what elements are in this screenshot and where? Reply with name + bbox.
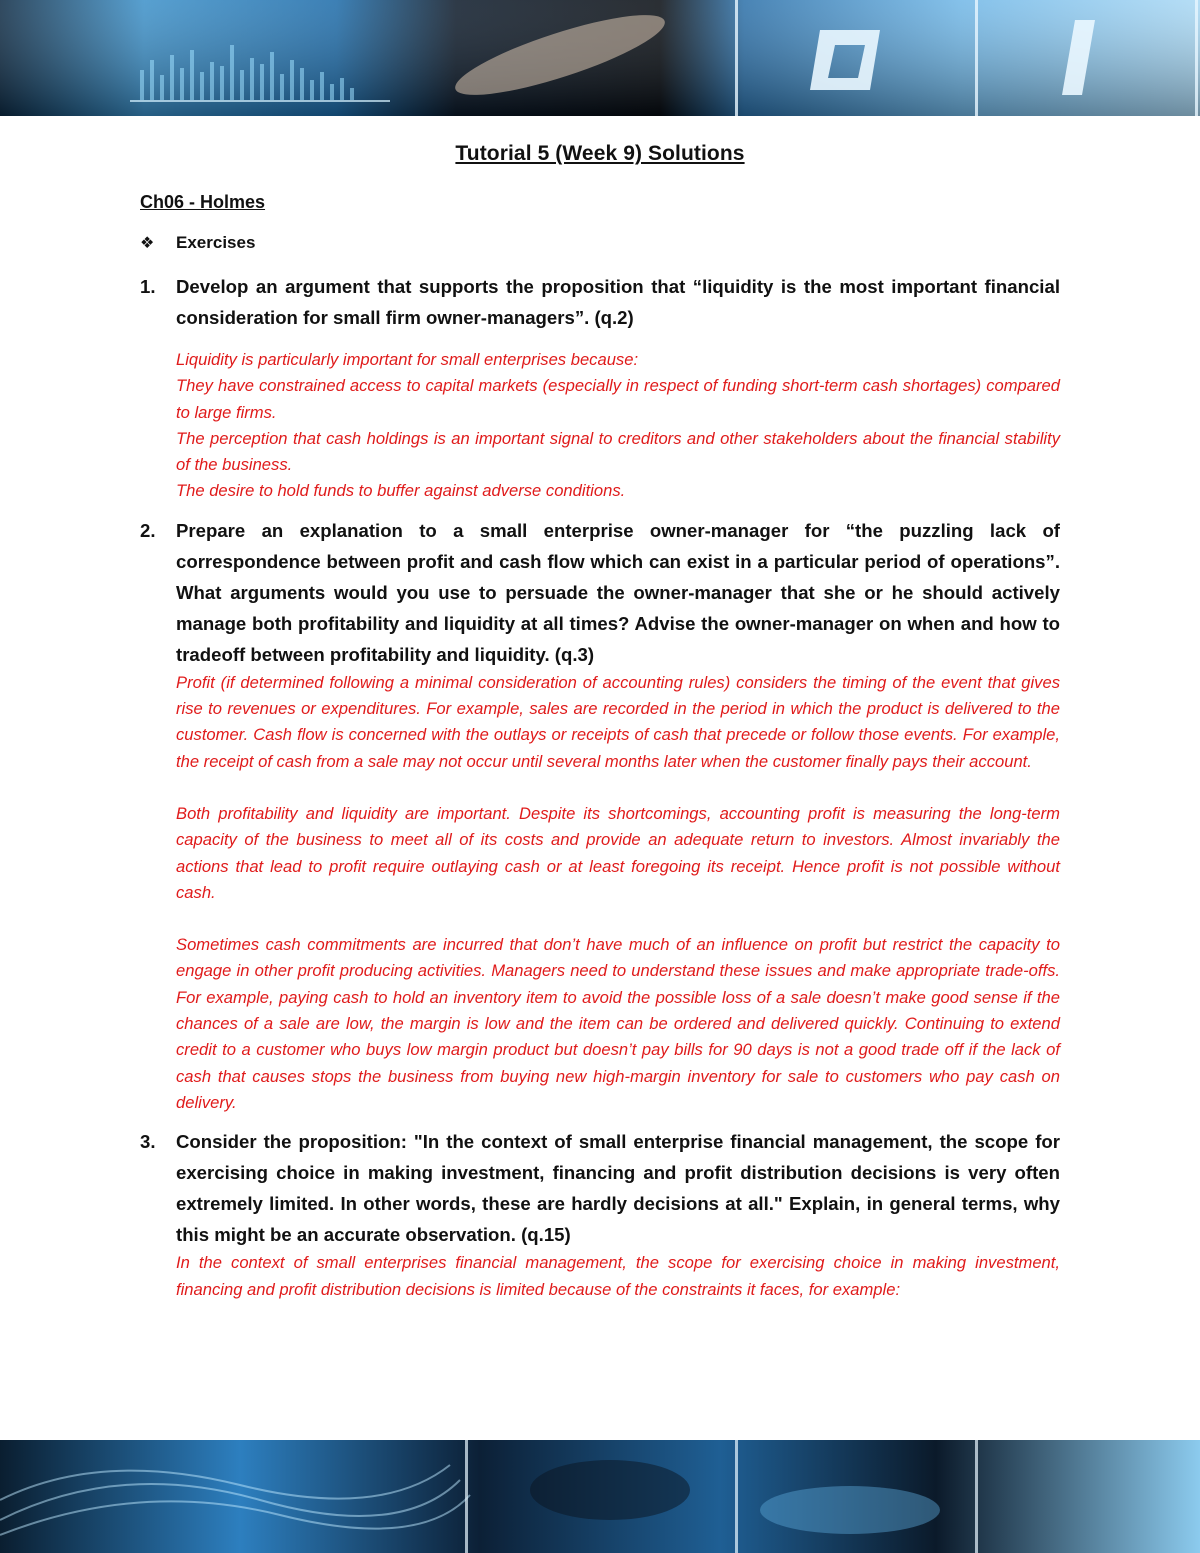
question-number: 1. [140, 276, 156, 297]
section-label: Exercises [176, 233, 256, 252]
answer-1 [176, 347, 1060, 505]
answer-line: The perception that cash holdings is an important signal to creditors and other stakeholders about the financial stability of the business. [176, 428, 1060, 475]
answer-3 [176, 1250, 1060, 1303]
header-banner-graphic [0, 0, 1200, 116]
question-2 [140, 515, 1060, 670]
footer-banner-graphic [0, 1440, 1200, 1553]
diamond-bullet-icon: ❖ [140, 235, 155, 252]
question-text: Consider the proposition: "In the context of small enterprise financial management, the scope for exercising choice in making investment, financing and profit distribution decisions is very often extremely limited. In other words, these are hardly decisions at all." Explain, in general terms, why this might be an accurate observation. (q.15) [176, 1131, 1060, 1246]
question-text: Develop an argument that supports the proposition that “liquidity is the most important financial consideration for small firm owner-managers”. (q.2) [176, 276, 1060, 328]
question-number: 2. [140, 519, 156, 541]
answer-line: Liquidity is particularly important for small enterprises because: [176, 350, 639, 369]
answer-paragraph: Profit (if determined following a minimal consideration of accounting rules) considers the timing of the event that gives rise to revenues or expenditures. For example, sales are recorded in the period in which the product is delivered to the customer. Cash flow is concerned with the outlays or receipts of cash that precede or follow those events. For example, the receipt of cash from a sale may not occur until several months later when the customer finally pays their account. [176, 672, 1060, 771]
answer-line: The desire to hold funds to buffer against adverse conditions. [176, 481, 626, 501]
footer-banner [0, 1440, 1200, 1553]
question-1 [140, 271, 1060, 333]
question-number: 3. [140, 1131, 156, 1153]
document-body [140, 142, 1060, 1303]
answer-line: They have constrained access to capital markets (especially in respect of funding short-term cash shortages) compared to large firms. [176, 376, 1060, 422]
answer-2 [176, 670, 1060, 1116]
question-3 [140, 1126, 1060, 1250]
answer-paragraph: In the context of small enterprises financial management, the scope for exercising choice in making investment, financing and profit distribution decisions is limited because of the constraints it faces, for example: [176, 1253, 1060, 1299]
question-text: Prepare an explanation to a small enterprise owner-manager for “the puzzling lack of correspondence between profit and cash flow which can exist in a particular period of operations”. What arguments would you use to persuade the owner-manager that she or he should actively manage both profitability and liquidity at all times? Advise the owner-manager on when and how to tradeoff between profitability and liquidity. (q.3) [176, 519, 1060, 665]
chapter-heading: Ch06 - Holmes [140, 192, 266, 212]
answer-paragraph: Sometimes cash commitments are incurred that don’t have much of an influence on profit but restrict the capacity to engage in other profit producing activities. Managers need to understand these issues and make appropriate trade-offs. For example, paying cash to hold an inventory item to avoid the possible loss of a sale doesn’t make good sense if the chances of a sale are low, the margin is low and the item can be ordered and delivered quickly. Continuing to extend credit to a customer who buys low margin product but doesn’t pay bills for 90 days is not a good trade off if the lack of cash that causes stops the business from buying new high-margin inventory for sale to customers who pay cash on delivery. [176, 935, 1060, 1112]
page-title: Tutorial 5 (Week 9) Solutions [455, 142, 745, 165]
section-heading [140, 233, 1060, 253]
header-banner [0, 0, 1200, 116]
answer-paragraph: Both profitability and liquidity are important. Despite its shortcomings, accounting profit is measuring the long-term capacity of the business to meet all of its costs and provide an adequate return to investors. Almost invariably the actions that lead to profit require outlaying cash or at least foregoing its receipt. Hence profit is not possible without cash. [176, 803, 1060, 902]
